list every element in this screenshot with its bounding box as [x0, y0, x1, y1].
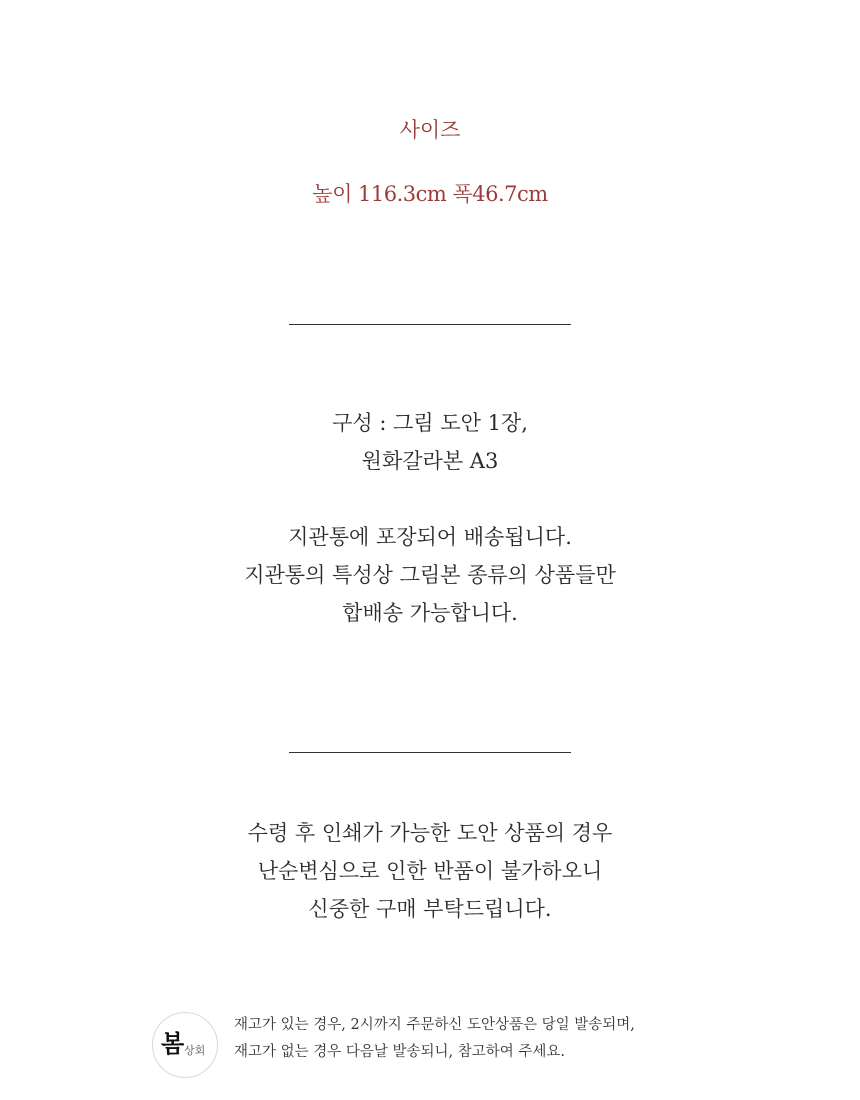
packaging-block: [0, 518, 860, 632]
section-divider: [289, 324, 571, 325]
brand-logo-sub: 상회: [184, 1044, 206, 1057]
size-heading: 사이즈: [399, 118, 461, 142]
refund-policy-block: [0, 814, 860, 928]
size-dimensions: 높이 116.3cm 폭46.7cm: [312, 182, 548, 206]
shipping-notice-footer: [152, 1012, 712, 1082]
brand-logo-main: 봄: [161, 1030, 185, 1058]
packaging-line: 지관통의 특성상 그림본 종류의 상품들만: [244, 563, 616, 587]
packaging-line: 합배송 가능합니다.: [342, 601, 518, 625]
composition-line: 원화갈라본 A3: [361, 449, 499, 473]
shipping-notice: [234, 1012, 635, 1066]
packaging-line: 지관통에 포장되어 배송됩니다.: [288, 525, 572, 549]
refund-policy-line: 수령 후 인쇄가 가능한 도안 상품의 경우: [247, 821, 613, 845]
shipping-notice-line: 재고가 있는 경우, 2시까지 주문하신 도안상품은 당일 발송되며,: [234, 1017, 635, 1033]
section-divider: [289, 752, 571, 753]
composition-block: [0, 404, 860, 480]
composition-line: 구성 : 그림 도안 1장,: [332, 411, 528, 435]
refund-policy-line: 신중한 구매 부탁드립니다.: [308, 897, 552, 921]
shipping-notice-line: 재고가 없는 경우 다음날 발송되니, 참고하여 주세요.: [234, 1044, 566, 1060]
refund-policy-line: 난순변심으로 인한 반품이 불가하오니: [257, 859, 603, 883]
brand-logo: [152, 1012, 218, 1078]
